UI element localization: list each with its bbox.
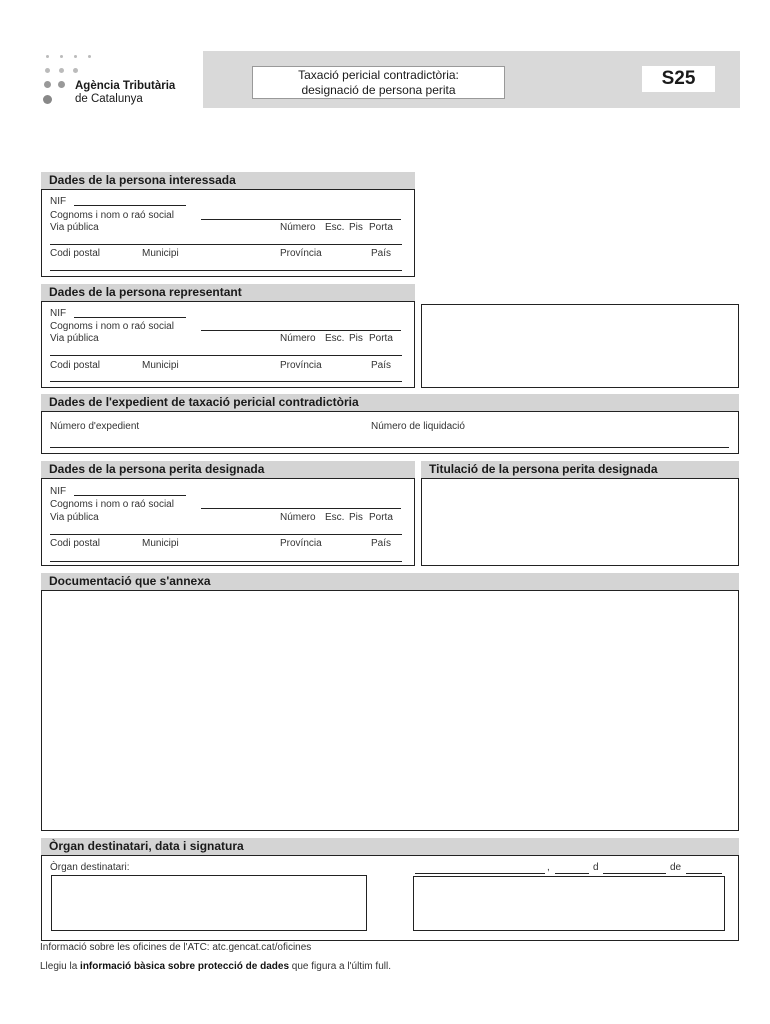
logo-dot — [59, 68, 64, 73]
municipality-label: Municipi — [142, 538, 179, 549]
privacy-prefix: Llegiu la — [40, 961, 78, 972]
agency-line2: de Catalunya — [75, 93, 143, 105]
stair-label: Esc. — [325, 222, 345, 233]
postal-code-label: Codi postal — [50, 248, 101, 259]
section-file-header: Dades de l'expedient de taxació pericial contradictòria — [41, 394, 739, 411]
logo-dot — [88, 55, 91, 58]
logo-dot — [44, 81, 51, 88]
municipality-label: Municipi — [142, 248, 179, 259]
logo-dot — [43, 95, 52, 104]
date-day-input[interactable] — [555, 873, 589, 874]
nif-label: NIF — [50, 196, 67, 207]
file-number-label: Número d'expedient — [50, 421, 140, 432]
date-month-input[interactable] — [603, 873, 666, 874]
address-input[interactable] — [50, 355, 402, 356]
recipient-label: Òrgan destinatari: — [50, 862, 130, 873]
postal-code-label: Codi postal — [50, 360, 101, 371]
agency-name — [75, 80, 175, 106]
country-label: País — [371, 360, 392, 371]
address-input[interactable] — [50, 534, 402, 535]
form-title-line2: designació de persona perita — [301, 83, 456, 97]
nif-label: NIF — [50, 486, 67, 497]
logo-dot — [46, 55, 49, 58]
section-expert-degree-header: Titulació de la persona perita designada — [421, 461, 739, 478]
street-label: Via pública — [50, 333, 99, 344]
postal-code-label: Codi postal — [50, 538, 101, 549]
door-label: Porta — [369, 222, 393, 233]
province-label: Província — [280, 248, 322, 259]
floor-label: Pis — [349, 333, 363, 344]
privacy-info — [40, 961, 391, 972]
documents-box[interactable] — [41, 590, 739, 831]
section-documents-header: Documentació que s'annexa — [41, 573, 739, 590]
floor-label: Pis — [349, 222, 363, 233]
section-representative-header: Dades de la persona representant — [41, 284, 415, 301]
section-signature-header: Òrgan destinatari, data i signatura — [41, 838, 739, 855]
signature-input[interactable] — [413, 876, 725, 931]
logo-dot — [60, 55, 63, 58]
agency-line1: Agència Tributària — [75, 80, 176, 92]
name-input[interactable] — [201, 219, 401, 220]
logo-dot — [73, 68, 78, 73]
floor-label: Pis — [349, 512, 363, 523]
name-label: Cognoms i nom o raó social — [50, 210, 174, 221]
offices-info: Informació sobre les oficines de l'ATC: atc.gencat.cat/oficines — [40, 942, 312, 953]
privacy-suffix: que figura a l'últim full. — [291, 961, 391, 972]
name-label: Cognoms i nom o raó social — [50, 321, 174, 332]
country-label: País — [371, 248, 392, 259]
location-input[interactable] — [50, 270, 402, 271]
name-input[interactable] — [201, 508, 401, 509]
logo-dot — [58, 81, 65, 88]
form-title — [252, 66, 505, 99]
street-label: Via pública — [50, 512, 99, 523]
number-label: Número — [280, 333, 316, 344]
name-label: Cognoms i nom o raó social — [50, 499, 174, 510]
province-label: Província — [280, 360, 322, 371]
address-input[interactable] — [50, 244, 402, 245]
logo-dot — [74, 55, 77, 58]
number-label: Número — [280, 222, 316, 233]
privacy-link[interactable]: informació bàsica sobre protecció de dades — [80, 961, 290, 972]
nif-input[interactable] — [74, 317, 186, 318]
agency-logo — [42, 52, 72, 112]
representative-side-box[interactable] — [421, 304, 739, 388]
door-label: Porta — [369, 512, 393, 523]
date-place-input[interactable] — [415, 873, 545, 874]
country-label: País — [371, 538, 392, 549]
section-interested-header: Dades de la persona interessada — [41, 172, 415, 189]
section-interested-box — [41, 189, 415, 277]
section-representative-box — [41, 301, 415, 388]
date-de-label: de — [670, 862, 682, 873]
nif-label: NIF — [50, 308, 67, 319]
recipient-input[interactable] — [51, 875, 367, 931]
location-input[interactable] — [50, 381, 402, 382]
date-year-input[interactable] — [686, 873, 722, 874]
section-expert-header: Dades de la persona perita designada — [41, 461, 415, 478]
file-number-input[interactable] — [50, 447, 729, 448]
door-label: Porta — [369, 333, 393, 344]
logo-dot — [45, 68, 50, 73]
form-title-line1: Taxació pericial contradictòria: — [298, 68, 459, 82]
form-code: S25 — [642, 66, 715, 92]
expert-degree-box[interactable] — [421, 478, 739, 566]
nif-input[interactable] — [74, 495, 186, 496]
date-comma: , — [547, 862, 550, 873]
settlement-number-label: Número de liquidació — [371, 421, 465, 432]
stair-label: Esc. — [325, 333, 345, 344]
name-input[interactable] — [201, 330, 401, 331]
stair-label: Esc. — [325, 512, 345, 523]
street-label: Via pública — [50, 222, 99, 233]
province-label: Província — [280, 538, 322, 549]
location-input[interactable] — [50, 561, 402, 562]
municipality-label: Municipi — [142, 360, 179, 371]
number-label: Número — [280, 512, 316, 523]
nif-input[interactable] — [74, 205, 186, 206]
date-d-label: d — [593, 862, 599, 873]
